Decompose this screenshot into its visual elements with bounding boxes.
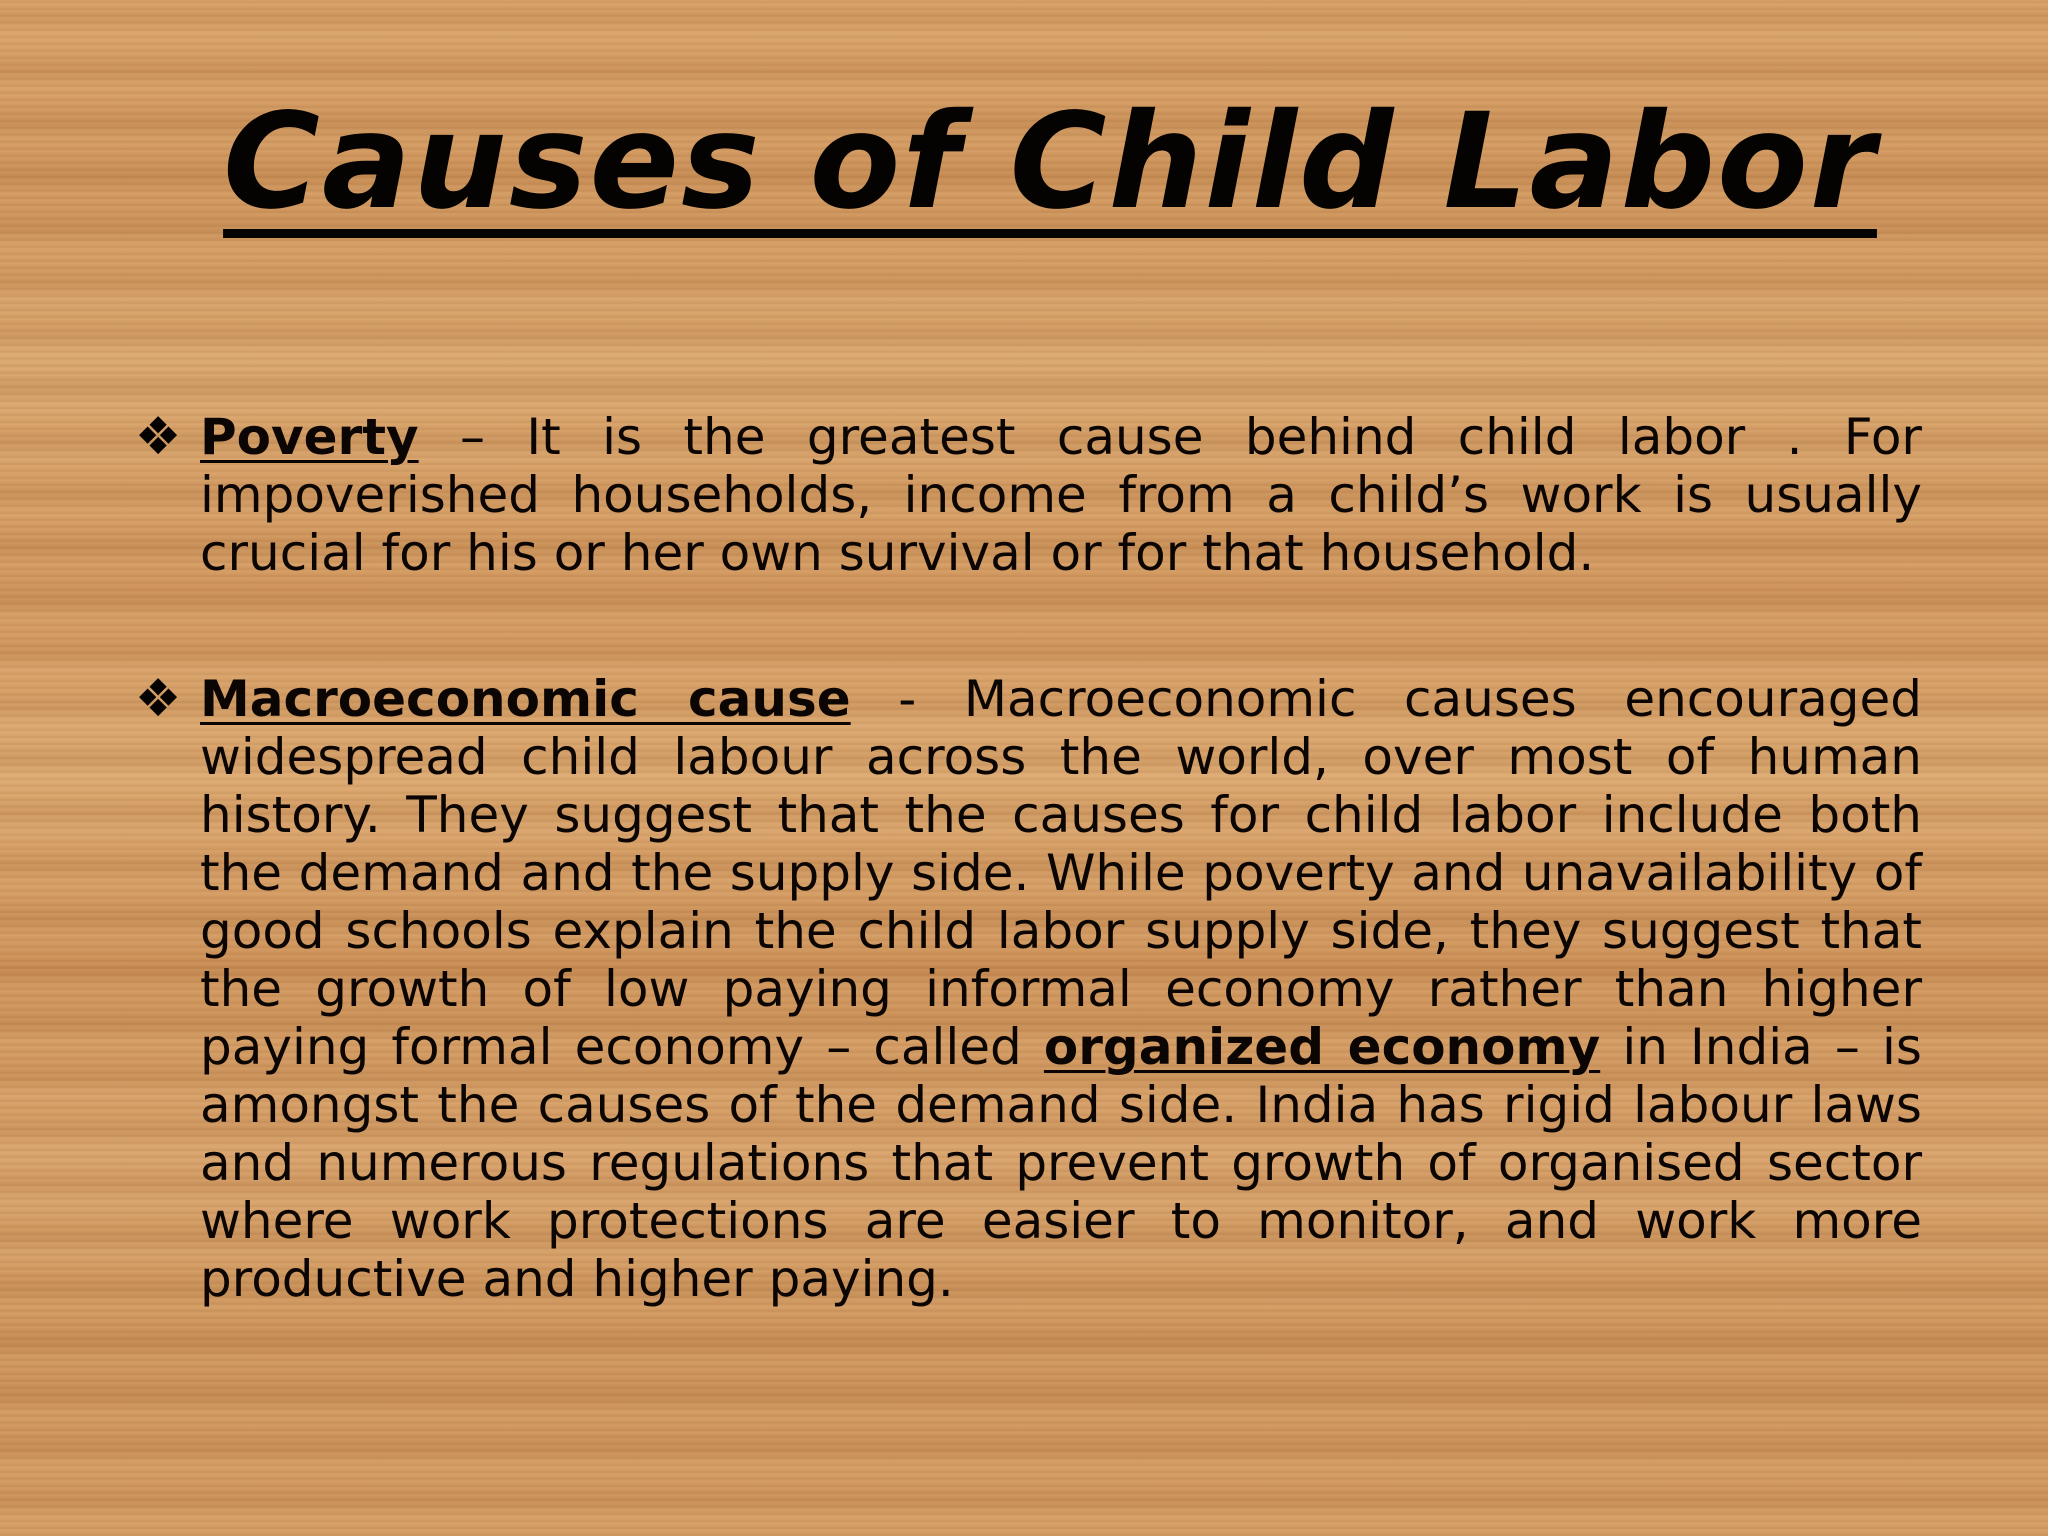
term-macroeconomic-cause: Macroeconomic cause [200, 670, 851, 728]
slide-title [150, 82, 1950, 242]
macroeconomic-description-end: in India – is amongst the causes of the demand side. India has rigid labour laws and numerous regulations that prevent growth of organised sector where work protections are easier to monitor, and work more productive and higher paying. [200, 1018, 1922, 1308]
macroeconomic-description-start: - Macroeconomic causes encouraged widespread child labour across the world, over most of human history. They suggest that the causes for child labor include both the demand and the supply side. While poverty and unavailability of good schools explain the child labor supply side, they suggest that the growth of low paying informal economy rather than higher paying formal economy – called [200, 670, 1922, 1076]
bullet-poverty [134, 407, 1922, 582]
diamond-bullet-icon: ❖ [134, 669, 182, 729]
diamond-bullet-icon: ❖ [134, 407, 182, 467]
bullet-macroeconomic-cause [134, 669, 1922, 1308]
poverty-description: – It is the greatest cause behind child labor . For impoverished households, income from a child’s work is usually crucial for his or her own survival or for that household. [200, 408, 1922, 582]
term-organized-economy: organized economy [1043, 1018, 1601, 1076]
term-poverty: Poverty [200, 408, 419, 466]
slide-title-text: Causes of Child Labor [223, 85, 1877, 239]
